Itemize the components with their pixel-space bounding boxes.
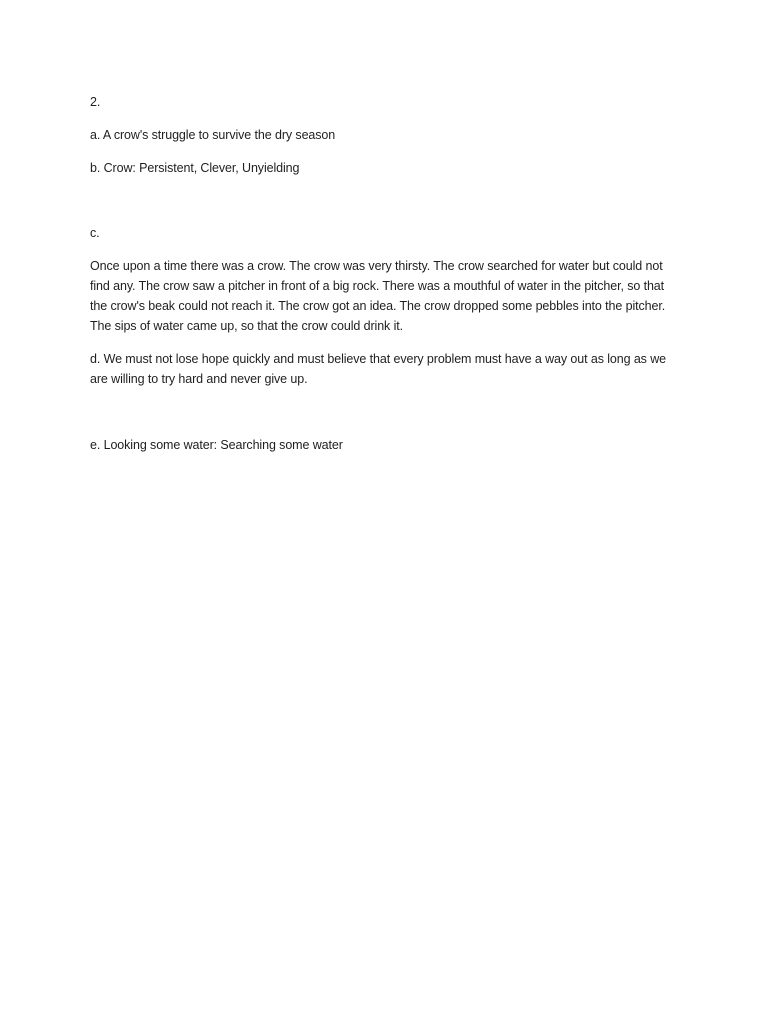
answer-c-label: c. bbox=[90, 226, 100, 240]
answer-c-story: Once upon a time there was a crow. The crow was very thirsty. The crow searched for water but could not find any. The crow saw a pitcher in front of a big rock. There was a mouthful of water in the pitcher, so that the crow's beak could not reach it. The crow got an idea. The crow dropped some pebbles into the pitcher. The sips of water came up, so that the crow could drink it. bbox=[90, 259, 666, 333]
answer-d: d. We must not lose hope quickly and must believe that every problem must have a way out as long as we are willing to try hard and never give up. bbox=[90, 352, 666, 386]
question-number: 2. bbox=[90, 95, 101, 109]
answer-a: a. A crow's struggle to survive the dry season bbox=[90, 128, 336, 142]
answer-e: e. Looking some water: Searching some water bbox=[90, 438, 343, 452]
answer-b: b. Crow: Persistent, Clever, Unyielding bbox=[90, 161, 300, 175]
